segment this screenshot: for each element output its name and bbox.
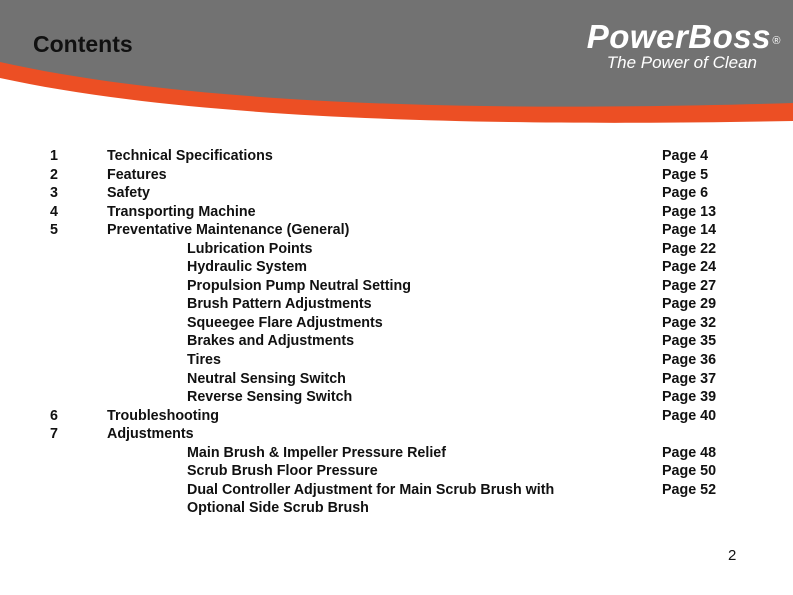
toc-entry-title: Propulsion Pump Neutral Setting	[187, 277, 411, 294]
toc-entry-title: Transporting Machine	[107, 203, 256, 220]
toc-entry-title: Safety	[107, 185, 150, 202]
toc-entry-title: Dual Controller Adjustment for Main Scrub Brush with	[187, 481, 555, 498]
toc-page-reference: Page 6	[662, 185, 709, 202]
toc-entry-title: Troubleshooting	[107, 407, 219, 424]
toc-entry	[0, 203, 793, 222]
toc-page-reference: Page 35	[662, 333, 717, 350]
toc-section-number: 4	[50, 203, 58, 220]
toc-entry	[0, 425, 793, 444]
toc-entry-title: Neutral Sensing Switch	[187, 370, 346, 387]
toc-section-number: 1	[50, 148, 58, 164]
toc-entry	[0, 221, 793, 240]
toc-entry-title: Squeegee Flare Adjustments	[187, 314, 383, 331]
registered-mark: ®	[772, 35, 781, 47]
toc-subentry	[0, 499, 793, 518]
toc-subentry	[0, 351, 793, 370]
toc-page-reference: Page 5	[662, 166, 709, 183]
toc-entry-title: Lubrication Points	[187, 240, 313, 257]
toc-entry-title: Tires	[187, 352, 221, 369]
header-band	[0, 0, 793, 140]
toc-subentry	[0, 240, 793, 259]
toc-subentry	[0, 314, 793, 333]
toc-entry-title: Main Brush & Impeller Pressure Relief	[187, 444, 447, 461]
toc-section-number: 5	[50, 222, 58, 239]
toc-section-number: 6	[50, 407, 58, 424]
toc-subentry	[0, 462, 793, 481]
toc-entry-title: Optional Side Scrub Brush	[187, 500, 369, 517]
toc-page-reference: Page 24	[662, 259, 717, 276]
toc-page-reference: Page 29	[662, 296, 717, 313]
toc-entry	[0, 166, 793, 185]
toc-page-reference: Page 36	[662, 352, 717, 369]
toc-entry	[0, 184, 793, 203]
toc-entry	[0, 147, 793, 166]
toc-entry-title: Hydraulic System	[187, 259, 307, 276]
toc-entry-title: Scrub Brush Floor Pressure	[187, 463, 378, 480]
page-number: 2	[728, 547, 737, 564]
toc-page-reference: Page 48	[662, 444, 717, 461]
toc-subentry	[0, 277, 793, 296]
toc-section-number: 2	[50, 166, 58, 183]
toc-page-reference: Page 39	[662, 389, 717, 406]
toc-entry-title: Reverse Sensing Switch	[187, 389, 353, 406]
toc-page-reference: Page 22	[662, 240, 717, 257]
brand-logo	[586, 18, 781, 72]
toc-entry-title: Brakes and Adjustments	[187, 333, 355, 350]
toc-page-reference: Page 13	[662, 203, 717, 220]
toc-page-reference: Page 14	[662, 222, 717, 239]
toc-page-reference: Page 32	[662, 314, 717, 331]
toc-entry	[0, 407, 793, 426]
toc-entry-title: Features	[107, 166, 167, 183]
toc-page-reference: Page 27	[662, 277, 717, 294]
toc-section-number: 3	[50, 185, 58, 202]
toc-page-reference: Page 37	[662, 370, 717, 387]
toc-entry-title: Technical Specifications	[107, 148, 273, 164]
toc-subentry	[0, 370, 793, 389]
toc-entry-title: Preventative Maintenance (General)	[107, 222, 350, 239]
toc-entry-title: Adjustments	[107, 426, 194, 443]
table-of-contents	[0, 147, 793, 518]
toc-page-reference: Page 40	[662, 407, 717, 424]
brand-name-text: PowerBoss	[586, 18, 771, 55]
toc-subentry	[0, 444, 793, 463]
toc-page-reference: Page 4	[662, 148, 709, 164]
toc-section-number: 7	[50, 426, 58, 443]
toc-page-reference: Page 52	[662, 481, 717, 498]
toc-page-reference: Page 50	[662, 463, 717, 480]
toc-subentry	[0, 258, 793, 277]
page-title: Contents	[33, 31, 133, 57]
brand-tagline: The Power of Clean	[606, 53, 757, 72]
toc-subentry	[0, 295, 793, 314]
toc-entry-title: Brush Pattern Adjustments	[187, 296, 372, 313]
toc-subentry	[0, 388, 793, 407]
brand-name	[586, 18, 781, 56]
toc-subentry	[0, 332, 793, 351]
toc-subentry	[0, 481, 793, 500]
